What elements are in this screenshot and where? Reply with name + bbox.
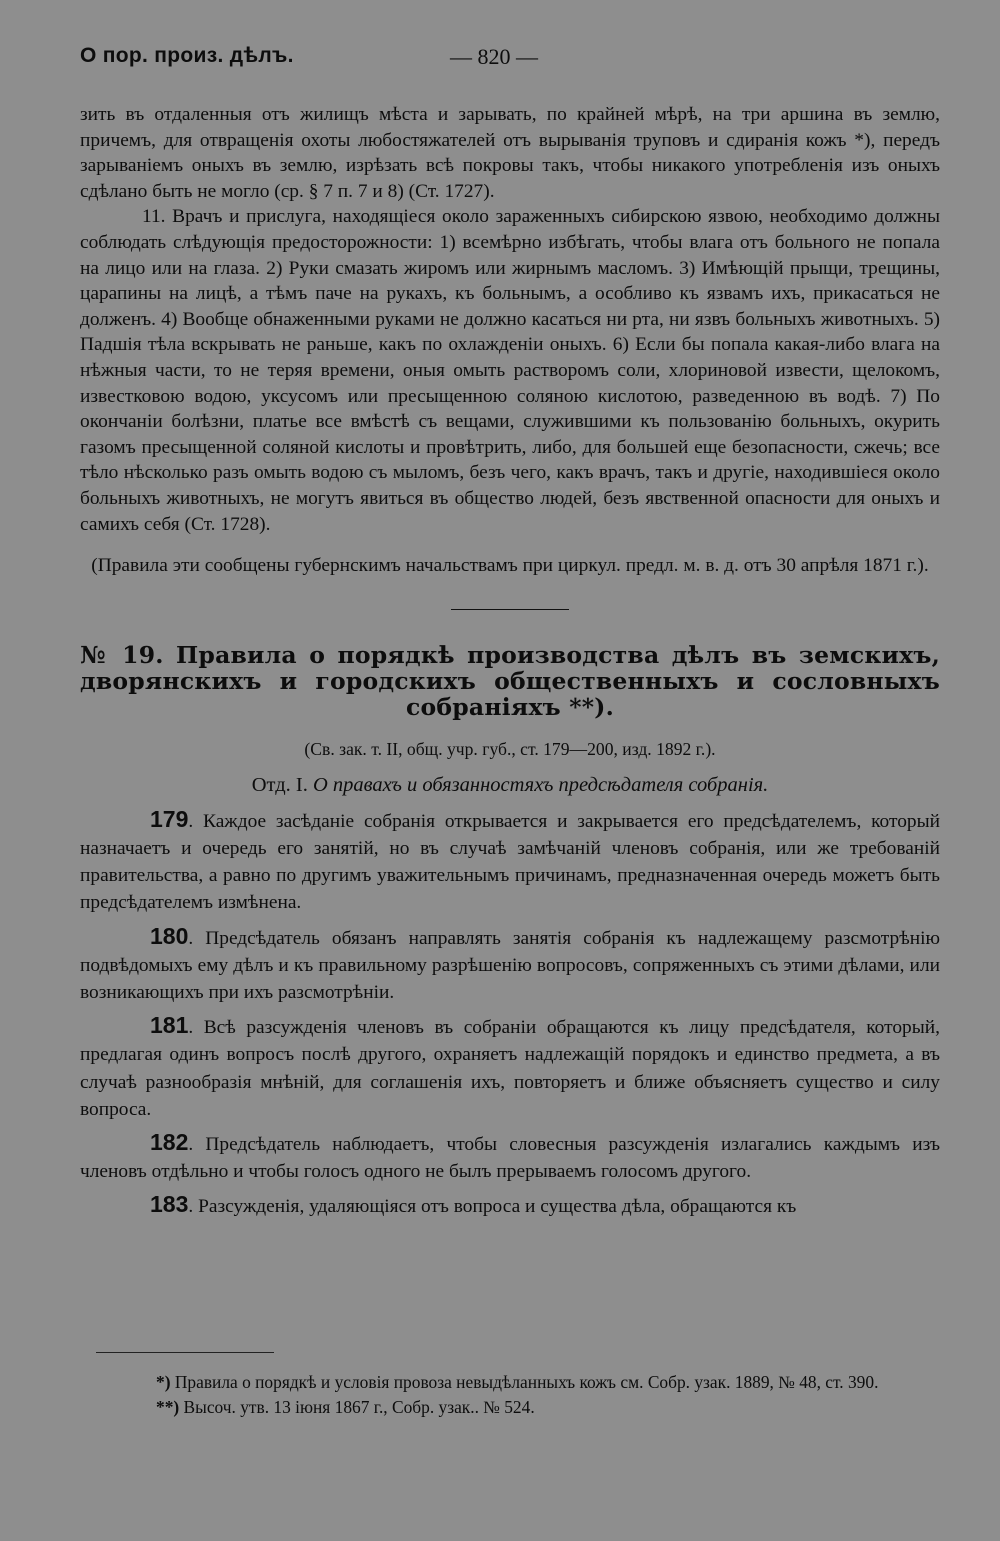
page-number: — 820 — (450, 44, 538, 69)
article-182 (80, 1129, 940, 1185)
section-title: № 19. Правила о порядкѣ производства дѣлъ въ земскихъ, дворянскихъ и городскихъ общественныхъ и сословныхъ собраніяхъ **). (80, 640, 940, 721)
article-text: . Всѣ разсужденія членовъ въ собраніи обращаются къ лицу предсѣдателя, который, предлагая одинъ вопросъ послѣ другого, охраняетъ надлежащій порядокъ и единство предмета, а въ случаѣ разнообразія мнѣній, для соглашенія ихъ, повторяетъ и ближе объясняетъ существо и силу вопроса. (80, 1017, 940, 1120)
footnote-mark: *) (156, 1372, 171, 1392)
section-divider (451, 609, 569, 610)
article-183 (80, 1191, 940, 1220)
footnote-mark: **) (156, 1397, 180, 1417)
article-text: . Каждое засѣданіе собранія открывается и закрывается его предсѣдателемъ, который назначаетъ и очередь его занятій, но въ случаѣ замѣчаній членовъ собранія, или же требованій правительства, а равно по другимъ уважительнымъ причинамъ, предназначенная очередь можетъ быть предсѣдателемъ измѣнена. (80, 810, 940, 914)
section-source: (Св. зак. т. II, общ. учр. губ., ст. 179—200, изд. 1892 г.). (304, 738, 716, 759)
article-number: 179 (150, 805, 189, 832)
article-number: 183 (150, 1191, 189, 1218)
article-number: 182 (150, 1128, 189, 1155)
page-header (80, 44, 940, 74)
footnote-rule (96, 1352, 274, 1353)
page-body (80, 102, 940, 1221)
footnote-text: Правила о порядкѣ и условія провоза невыдѣланныхъ кожъ см. Собр. узак. 1889, № 48, ст. 390. (170, 1372, 879, 1392)
article-181 (80, 1012, 940, 1123)
circular-note: (Правила эти сообщены губернскимъ начальствамъ при циркул. предл. м. в. д. отъ 30 апрѣля 1871 г.). (91, 555, 929, 577)
article-number: 180 (150, 922, 189, 949)
paragraph-item-11: 11. Врачъ и прислуга, находящіеся около зараженныхъ сибирскою язвою, необходимо должны соблюдать слѣдующія предосторожности: 1) всемѣрно избѣгать, чтобы влага отъ больного не попала на лицо или на глаза. 2) Руки смазать жиромъ или жирнымъ масломъ. 3) Имѣющій прыщи, трещины, царапины на лицѣ, а тѣмъ паче на рукахъ, къ больнымъ, а особливо къ язвамъ ихъ, прикасаться не долженъ. 4) Вообще обнаженными руками не должно касаться ни рта, ни язвъ больныхъ животныхъ. 5) Падшія тѣла вскрывать не раньше, какъ по охлажденіи оныхъ. 6) Если бы попала какая-либо влага на нѣжныя части, то не теряя времени, оныя омыть растворомъ соли, хлориновой извести, щелокомъ, известковою водою, уксусомъ или пресыщенною соляною кислотою, разведенною въ водѣ. 7) По окончаніи болѣзни, платье все вмѣстѣ съ вещами, служившими къ пользованію больныхъ, окурить газомъ пресыщенной соляной кислоты и провѣтрить, либо, для большей еще безопасности, сжечь; все тѣло нѣсколько разъ омыть водою съ мыломъ, безъ чего, какъ врачъ, такъ и другіе, находившіеся около больныхъ животныхъ, не могутъ явиться въ общество людей, безъ явственной опасности для оныхъ и самихъ себя (Ст. 1728). (80, 206, 940, 535)
paragraph-continuation: зить въ отдаленныя отъ жилищъ мѣста и зарывать, по крайней мѣрѣ, на три аршина въ землю, причемъ, для отвращенія охоты любостяжателей отъ вырыванія труповъ и сдиранія кожъ *), передъ зарываніемъ оныхъ въ землю, изрѣзать всѣ покровы такъ, чтобы никакого употребленія изъ оныхъ сдѣлано быть не могло (ср. § 7 п. 7 и 8) (Ст. 1727). (80, 104, 940, 202)
article-text: . Предсѣдатель наблюдаетъ, чтобы словесныя разсужденія излагались каждымъ изъ членовъ отдѣльно и чтобы голосъ одного не былъ прерываемъ голосомъ другого. (80, 1133, 940, 1183)
footnote-text: Высоч. утв. 13 іюня 1867 г., Собр. узак.. № 524. (179, 1397, 535, 1417)
department-label: Отд. I. (251, 773, 308, 796)
footnote-1 (94, 1370, 940, 1395)
article-179 (80, 806, 940, 917)
department-title: О правахъ и обязанностяхъ предсѣдателя собранія. (312, 773, 769, 796)
footnote-2 (94, 1395, 940, 1420)
article-number: 181 (150, 1012, 189, 1039)
article-text: . Предсѣдатель обязанъ направлять занятія собранія къ надлежащему разсмотрѣнію подвѣдомыхъ ему дѣлъ и къ правильному разрѣшенію вопросовъ, сопряженныхъ съ этими дѣлами, или возникающихъ при ихъ разсмотрѣніи. (80, 927, 940, 1003)
department-heading (80, 772, 940, 798)
footnotes (94, 1370, 940, 1420)
running-head: О пор. произ. дѣлъ. (80, 44, 294, 67)
article-text: . Разсужденія, удаляющіяся отъ вопроса и существа дѣла, обращаются къ (188, 1196, 797, 1218)
article-180 (80, 923, 940, 1007)
